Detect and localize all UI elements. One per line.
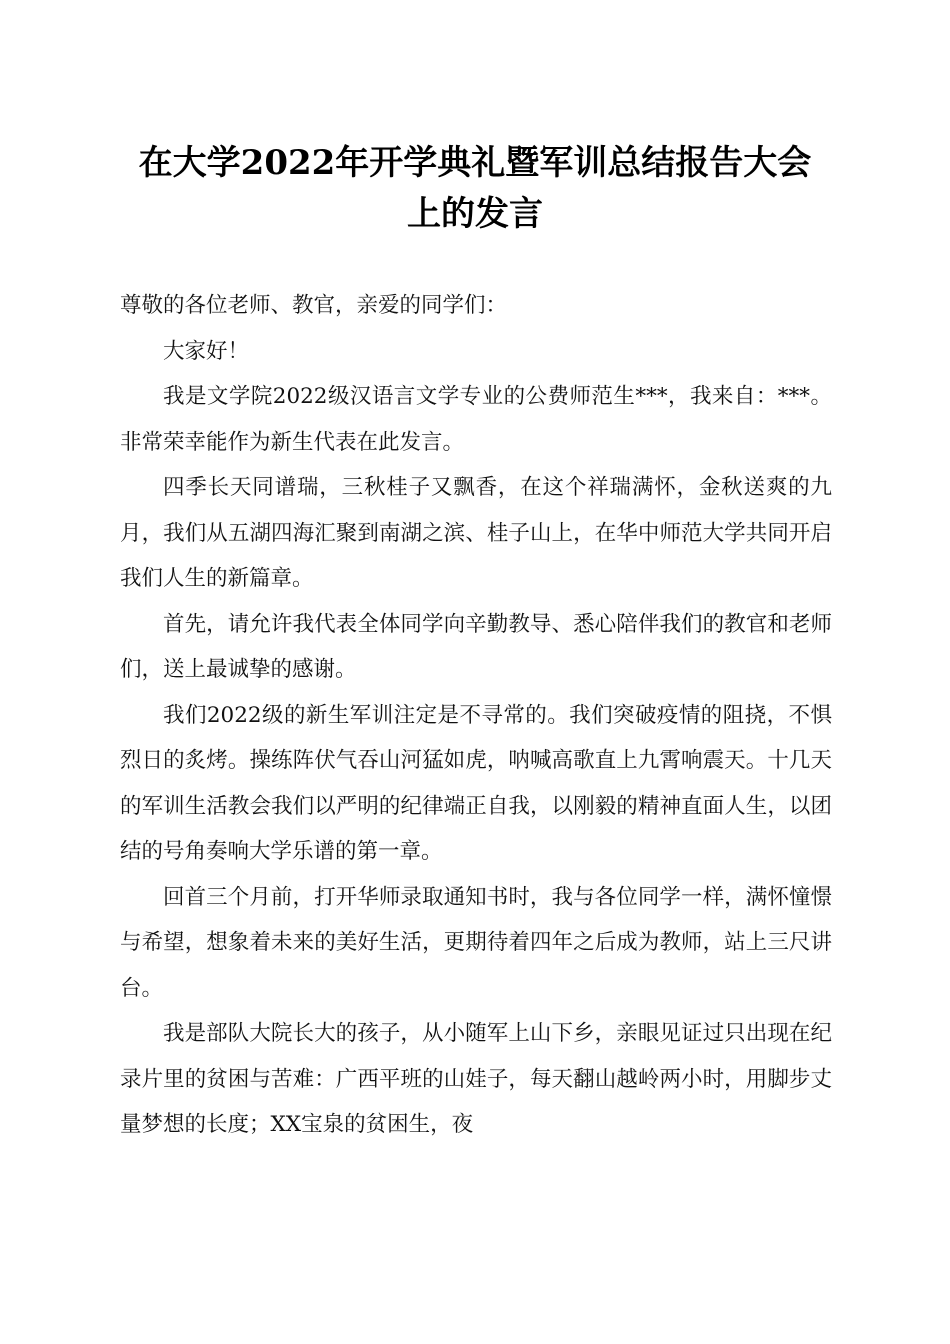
paragraph-greeting: 大家好！ bbox=[163, 338, 250, 364]
paragraph-military-training: 我们2022级的新生军训注定是不寻常的。我们突破疫情的阻挠，不惧烈日的炙烤。操练阵伏气吞山河猛如虎，呐喊高歌直上九霄响震天。十几天的军训生活教会我们以严明的纪律端正自我，以刚毅的精神直面人生，以团结的号角奏响大学乐谱的第一章。 bbox=[120, 702, 832, 864]
paragraph-self-introduction: 我是文学院2022级汉语言文学专业的公费师范生***，我来自：***。非常荣幸能作为新生代表在此发言。 bbox=[120, 384, 832, 455]
paragraph-background: 我是部队大院长大的孩子，从小随军上山下乡，亲眼见证过只出现在纪录片里的贫困与苦难：广西平班的山娃子，每天翻山越岭两小时，用脚步丈量梦想的长度；XX宝泉的贫困生，夜 bbox=[120, 1021, 832, 1137]
document-body bbox=[120, 283, 832, 1148]
paragraph-thanks: 首先，请允许我代表全体同学向辛勤教导、悉心陪伴我们的教官和老师们，送上最诚挚的感谢。 bbox=[120, 611, 832, 682]
paragraph-admission-memory: 回首三个月前，打开华师录取通知书时，我与各位同学一样，满怀憧憬与希望，想象着未来的美好生活，更期待着四年之后成为教师，站上三尺讲台。 bbox=[120, 884, 832, 1001]
salutation: 尊敬的各位老师、教官，亲爱的同学们： bbox=[120, 293, 508, 318]
title-line-1: 在大学2022年开学典礼暨军训总结报告大会 bbox=[138, 143, 812, 183]
document-title bbox=[100, 138, 850, 240]
title-line-2: 上的发言 bbox=[407, 194, 543, 234]
paragraph-season-opening: 四季长天同谱瑞，三秋桂子又飘香，在这个祥瑞满怀，金秋送爽的九月，我们从五湖四海汇聚到南湖之滨、桂子山上，在华中师范大学共同开启我们人生的新篇章。 bbox=[120, 475, 832, 591]
